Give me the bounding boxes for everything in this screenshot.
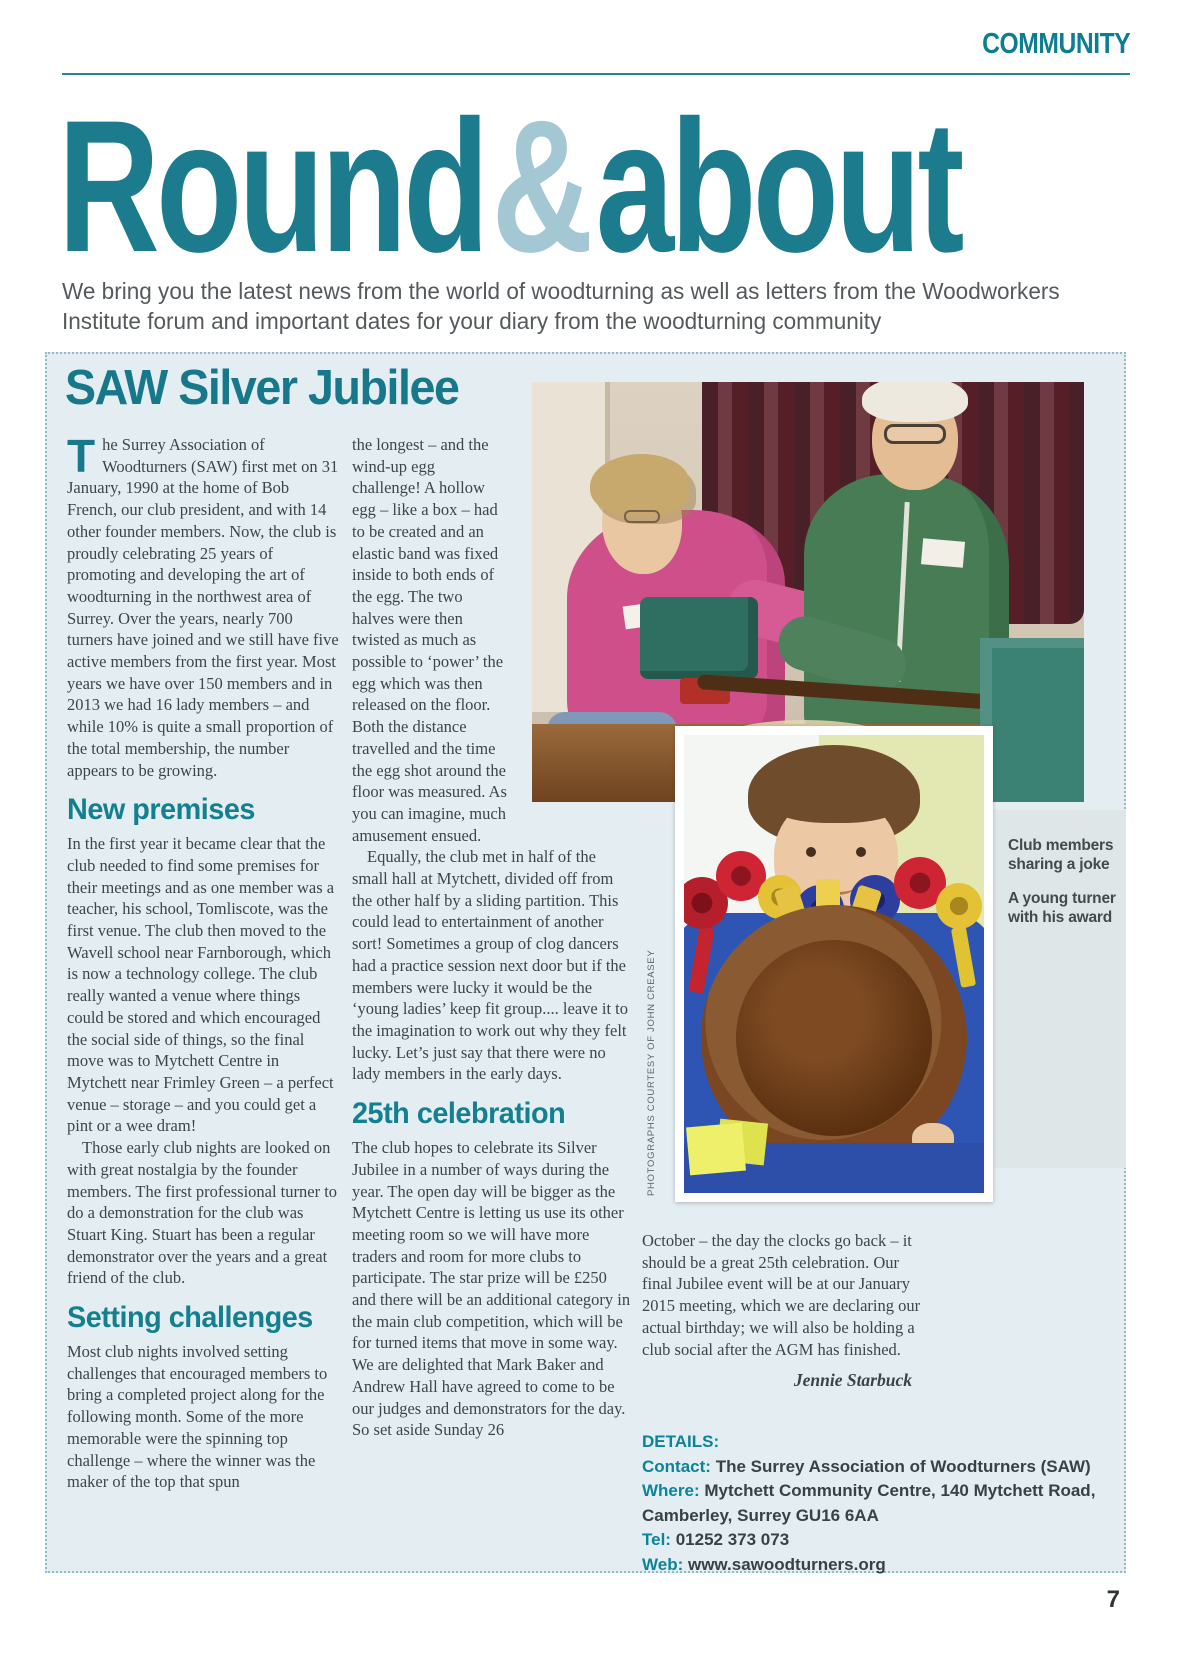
woman-glasses [624,510,660,523]
caption-club-members: Club members sharing a joke [1008,837,1114,873]
page-number: 7 [1106,1586,1120,1613]
web-value: www.sawoodturners.org [687,1554,886,1574]
woman-hair [590,454,690,516]
details-heading: DETAILS: [642,1432,720,1451]
photo-credit: PHOTOGRAPHS COURTESY OF JOHN CREASEY [646,949,657,1196]
tel-value: 01252 373 073 [675,1530,790,1549]
title-ampersand: & [491,81,590,291]
standfirst [62,276,1060,336]
header-rule [62,73,1130,75]
standfirst-line-2: Institute forum and important dates for your diary from the woodturning community [62,308,882,334]
subheading-new-premises: New premises [67,793,255,827]
new-premises-paragraph-1: In the first year it became clear that the club needed to find some premises for their meetings and as one member was a teacher, his school, Tomliscote, was the first venue. The club then moved to the Wavell school near Farnborough, which is now a technology college. The club really wanted a venue where things could be stored and which encouraged the social side of things, so the final move was to Mytchett Centre in Mytchett near Frimley Green – a perfect venue – storage – and you could get a pint or a wee dram! [67,834,335,1136]
section-label: COMMUNITY [981,28,1130,60]
byline: Jennie Starbuck [793,1370,912,1391]
photo-young-turner-scene [684,735,984,1193]
column2-paragraph-2: Equally, the club met in half of the small hall at Mytchett, divided off from the other half by a sliding partition. This could lead to entertainment of another sort! Sometimes a group of clog dancers had a practice session next door but if the members were lucky it would be the ‘young ladies’ keep fit group.... leave it to the imagination to work out why they felt lucky. Let’s just say that there were no lady members in the early days. [352,847,628,1084]
lathe-machine [980,638,1084,802]
standfirst-line-1: We bring you the latest news from the world of woodturning as well as letters from the Woodworkers [62,278,1060,304]
contact-value: The Surrey Association of Woodturners (SAW) [715,1456,1091,1476]
article-column-1 [67,430,339,1493]
celebration-paragraph: The club hopes to celebrate its Silver Jubilee in a number of ways during the year. The open day will be bigger as the Mytchett Centre is letting us use its other meeting room so we will have more traders and room for more clubs to participate. The star prize will be £250 and there will be an additional category in the main club competition, which will be for turned items that move in some way. We are delighted that Mark Baker and Andrew Hall have agreed to come to be our judges and demonstrators for the day. So set aside Sunday 26 [352,1138,631,1440]
photo-young-turner [675,726,993,1202]
web-label: Web: [642,1554,684,1574]
rosette-yellow-right [936,883,982,929]
contact-label: Contact: [642,1456,711,1476]
article-column-3 [642,1230,924,1392]
man-name-badge [921,538,965,568]
title-word-round: Round [58,81,486,291]
setting-challenges-paragraph: Most club nights involved setting challenges that encouraged members to bring a completed project along for the following month. Some of the more memorable were the spinning top challenge – where the winner was the maker of the top that spun [67,1342,328,1492]
man-glasses [884,424,946,444]
where-value: Mytchett Community Centre, 140 Mytchett Road, Camberley, Surrey GU16 6AA [642,1481,1096,1525]
sticky-note [686,1123,746,1176]
award-shield-center [736,940,932,1136]
intro-paragraph [67,430,339,781]
subheading-25th-celebration: 25th celebration [352,1097,566,1131]
column2-paragraph-1: the longest – and the wind-up egg challenge! A hollow egg – like a box – had to be created and an elastic band was fixed inside to both ends of the egg. The two halves were then twisted as much as possible to ‘power’ the egg which was then released on the floor. Both the distance travelled and the time the egg shot around the floor was measured. As you can imagine, much amusement ensued. [352,435,507,845]
details-web-line [642,1553,1104,1578]
boy-eye-left [806,847,816,857]
man-hair [862,382,968,422]
where-label: Where: [642,1481,700,1500]
caption-young-turner: A young turner with his award [1008,890,1116,926]
subheading-setting-challenges: Setting challenges [67,1301,313,1335]
details-block [642,1430,1104,1577]
page-title [58,81,961,291]
details-contact-line [642,1455,1104,1480]
boy-fringe [776,793,896,823]
tel-label: Tel: [642,1530,671,1549]
article-panel [45,352,1126,1573]
drop-cap: T [67,430,96,482]
details-where-line [642,1479,1104,1528]
caption-panel [992,810,1126,1168]
lathe-headstock [640,597,758,679]
details-tel-line [642,1528,1104,1553]
boy-eye-right [856,847,866,857]
new-premises-paragraph-2: Those early club nights are looked on with great nostalgia by the founder members. The first professional turner to do a demonstration for the club was Stuart King. Stuart has been a regular demonstrator over the years and a great friend of the club. [67,1138,338,1288]
column3-paragraph: October – the day the clocks go back – it should be a great 25th celebration. Our final Jubilee event will be at our January 2015 meeting, which we are declaring our actual birthday; we will also be holding a club social after the AGM has finished. [642,1231,921,1359]
title-word-about: about [595,81,961,291]
article-title: SAW Silver Jubilee [65,361,459,415]
intro-text: he Surrey Association of Woodturners (SAW) first met on 31 January, 1990 at the home of Bob French, our club president, and with 14 other founder members. Now, the club is proudly celebrating 25 years of promoting and developing the art of woodturning in the northwest area of Surrey. Over the years, nearly 700 turners have joined and we still have five active members from the first year. Most years we have over 150 members and in 2013 we had 16 lady members – and while 10% is quite a small proportion of the total membership, the number appears to be growing. [67,435,339,780]
